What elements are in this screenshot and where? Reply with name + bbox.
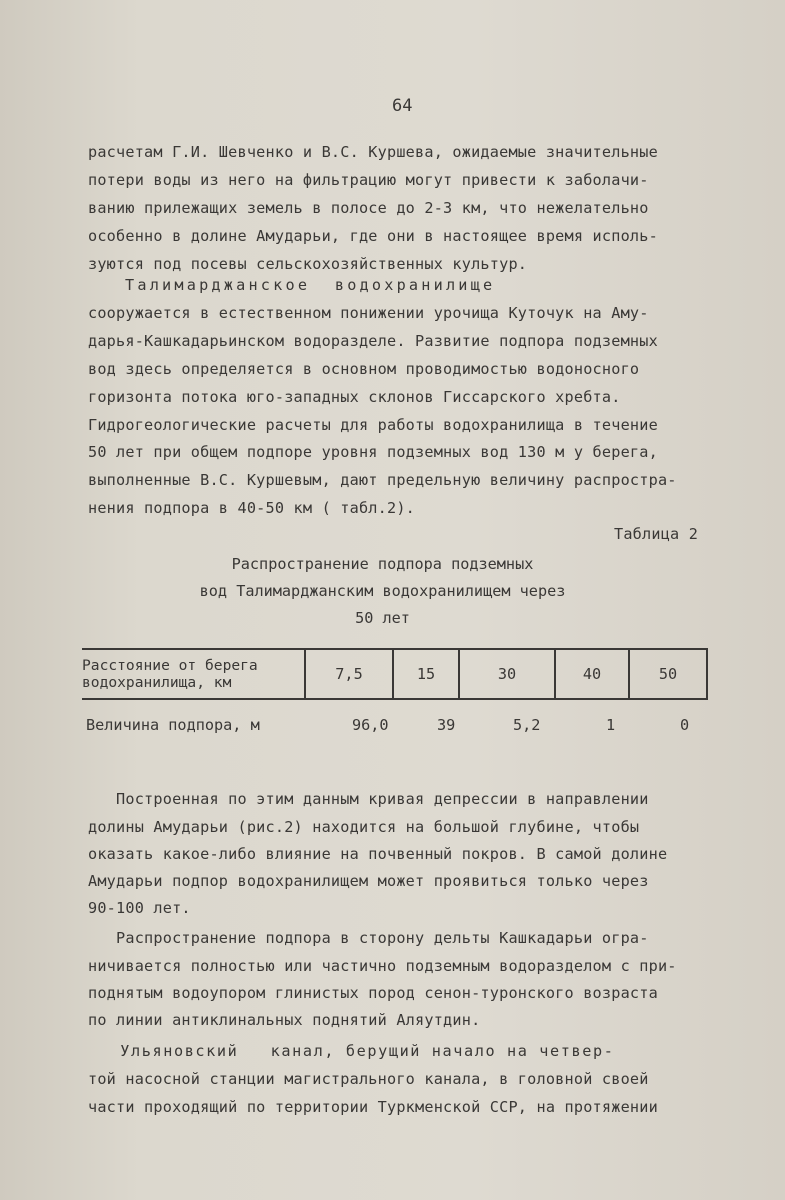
text-line: Амударьи подпор водохранилищем может проявиться только через [88,872,649,890]
page-number: 64 [392,96,413,116]
table-cell: 40 [555,649,629,699]
text-line: потери воды из него на фильтрацию могут привести к заболачи- [88,171,649,189]
text-line: поднятым водоупором глинистых пород сенон-туронского возраста [88,984,658,1002]
text-line: Ульяновский канал, берущий начало на четвер- [88,1042,615,1060]
table-row-header [82,649,305,699]
table-cell: 7,5 [305,649,393,699]
row-label-line: Расстояние от берега [82,657,258,674]
text-line: долины Амударьи (рис.2) находится на большой глубине, чтобы [88,818,640,836]
text-line: оказать какое-либо влияние на почвенный покров. В самой долине [88,845,668,863]
text-line: по линии антиклинальных поднятий Аляутдин. [88,1011,481,1029]
table-caption-line: Распространение подпора подземных [231,555,534,573]
table-cell: 1 [606,716,616,734]
text-line: дарья-Кашкадарьинском водоразделе. Развитие подпора подземных [88,332,658,350]
text-line: Талимарджанское водохранилище [88,276,496,294]
table-row-label: Величина подпора, м [86,716,260,734]
text-line: нения подпора в 40-50 км ( табл.2). [88,499,416,517]
table-label: Таблица 2 [614,525,699,543]
table-cell: 39 [437,716,456,734]
text-line: той насосной станции магистрального канала, в головной своей [88,1070,649,1088]
table-row [82,649,707,699]
text-line: 50 лет при общем подпоре уровня подземных вод 130 м у берега, [88,443,658,461]
row-label-line: водохранилища, км [82,674,232,691]
text-line: ванию прилежащих земель в полосе до 2-3 км, что нежелательно [88,199,649,217]
text-line: Построенная по этим данным кривая депрессии в направлении [88,790,649,808]
text-line: Распространение подпора в сторону дельты Кашкадарьи огра- [88,929,649,947]
text-line: зуются под посевы сельскохозяйственных культур. [88,255,528,273]
table-cell: 50 [629,649,707,699]
data-table [82,648,708,700]
text-line: расчетам Г.И. Шевченко и В.С. Куршева, ожидаемые значительные [88,143,658,161]
table-cell: 96,0 [352,716,389,734]
text-line: вод здесь определяется в основном проводимостью водоносного [88,360,640,378]
text-line: части проходящий по территории Туркменской ССР, на протяжении [88,1098,658,1116]
table-cell: 5,2 [513,716,541,734]
table-cell: 30 [459,649,555,699]
table-cell: 15 [393,649,459,699]
table-caption-line: 50 лет [355,609,410,627]
text-line: выполненные В.С. Куршевым, дают предельную величину распростра- [88,471,677,489]
text-line: сооружается в естественном понижении урочища Куточук на Аму- [88,304,649,322]
text-line: горизонта потока юго-западных склонов Гиссарского хребта. [88,388,621,406]
text-line: особенно в долине Амударьи, где они в настоящее время исполь- [88,227,658,245]
text-line: ничивается полностью или частично подземным водоразделом с при- [88,957,677,975]
text-line: 90-100 лет. [88,899,191,917]
table-cell: 0 [680,716,690,734]
table-caption-line: вод Талимарджанским водохранилищем через [199,582,566,600]
text-line: Гидрогеологические расчеты для работы водохранилища в течение [88,416,658,434]
